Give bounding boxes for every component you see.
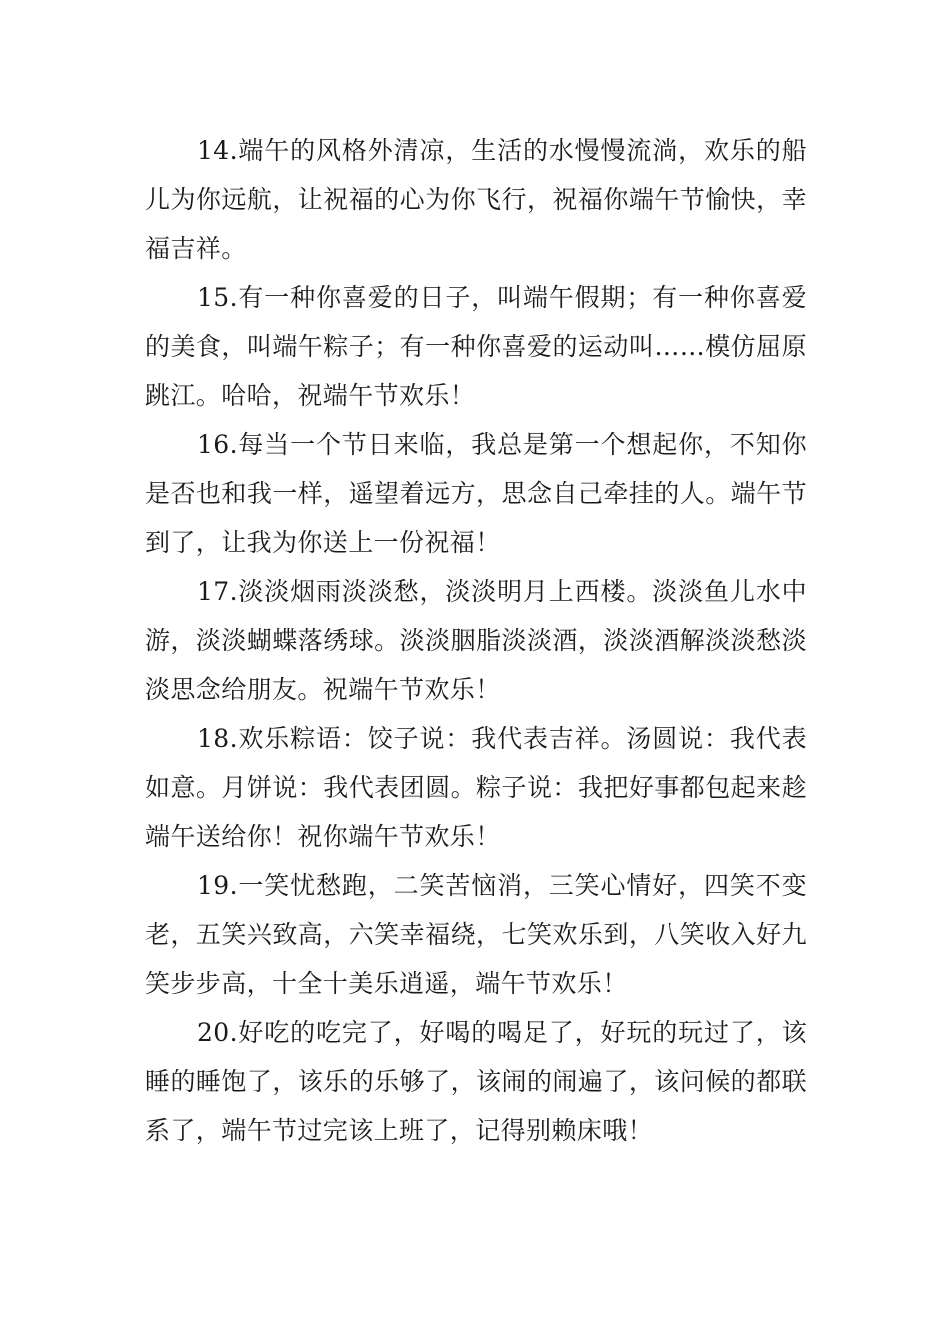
document-body	[145, 126, 807, 1155]
paragraph-19: 19.一笑忧愁跑，二笑苦恼消，三笑心情好，四笑不变老，五笑兴致高，六笑幸福绕，七笑欢乐到，八笑收入好九笑步步高，十全十美乐逍遥，端午节欢乐！	[145, 871, 807, 998]
paragraph-14: 14.端午的风格外清凉，生活的水慢慢流淌，欢乐的船儿为你远航，让祝福的心为你飞行，祝福你端午节愉快，幸福吉祥。	[145, 136, 807, 263]
paragraph-17: 17.淡淡烟雨淡淡愁，淡淡明月上西楼。淡淡鱼儿水中游，淡淡蝴蝶落绣球。淡淡胭脂淡淡酒，淡淡酒解淡淡愁淡淡思念给朋友。祝端午节欢乐！	[145, 577, 807, 704]
paragraph-16: 16.每当一个节日来临，我总是第一个想起你，不知你是否也和我一样，遥望着远方，思念自己牵挂的人。端午节到了，让我为你送上一份祝福！	[145, 430, 807, 557]
paragraph-20: 20.好吃的吃完了，好喝的喝足了，好玩的玩过了，该睡的睡饱了，该乐的乐够了，该闹的闹遍了，该问候的都联系了，端午节过完该上班了，记得别赖床哦！	[145, 1018, 807, 1145]
paragraph-15: 15.有一种你喜爱的日子，叫端午假期；有一种你喜爱的美食，叫端午粽子；有一种你喜爱的运动叫……模仿屈原跳江。哈哈，祝端午节欢乐！	[145, 283, 807, 410]
paragraph-18: 18.欢乐粽语：饺子说：我代表吉祥。汤圆说：我代表如意。月饼说：我代表团圆。粽子说：我把好事都包起来趁端午送给你！祝你端午节欢乐！	[145, 724, 807, 851]
